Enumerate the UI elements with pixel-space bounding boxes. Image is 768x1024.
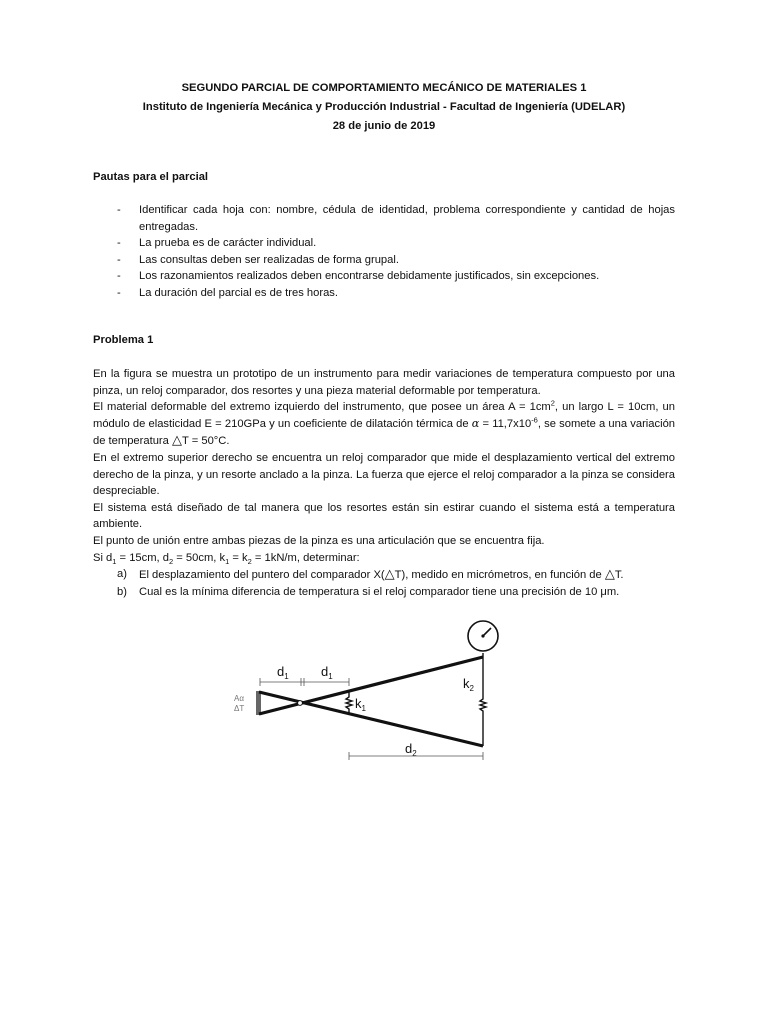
alpha-symbol: α [471, 416, 480, 430]
text-run: = k [229, 551, 248, 564]
delta-symbol: △ [171, 432, 182, 448]
task-item-a [93, 566, 675, 584]
text-run: = 50cm, k [173, 551, 226, 564]
delta-symbol: △ [604, 566, 615, 582]
text-run: Cual es la mínima diferencia de temperatura si el reloj comparador tiene una precisión de 10 μm. [139, 585, 620, 598]
label-d2: $d_2$ [405, 741, 417, 758]
paragraph-intro: En la figura se muestra un prototipo de un instrumento para medir variaciones de temperatura compuesto por una pinza, un reloj comparador, dos resortes y una pieza material deformable por temperatura. [93, 368, 675, 397]
exam-title: SEGUNDO PARCIAL DE COMPORTAMIENTO MECÁNICO DE MATERIALES 1 [181, 82, 587, 94]
subscript: 2 [169, 556, 174, 566]
text-run: T = 50°C. [181, 435, 230, 448]
paragraph-given [93, 550, 675, 567]
label-k2: $k_2$ [463, 676, 474, 693]
superscript: -6 [531, 415, 538, 425]
clamp-arm-lower [259, 657, 483, 714]
text-run: El desplazamiento del puntero del comparador X( [139, 569, 385, 582]
guideline-item: - Identificar cada hoja con: nombre, cédula de identidad, problema correspondiente y cantidad de hojas entregadas. [93, 202, 675, 235]
guideline-item: - Los razonamientos realizados deben encontrarse debidamente justificados, sin excepciones. [93, 268, 675, 285]
guideline-item: - La prueba es de carácter individual. [93, 235, 675, 252]
problem-title: Problema 1 [93, 334, 154, 346]
deformable-block [256, 691, 261, 715]
task-item-b [93, 584, 675, 601]
spring-k2 [480, 653, 486, 746]
exam-date: 28 de junio de 2019 [332, 120, 436, 132]
text-run: = 11,7x10 [482, 417, 532, 430]
text-run: Si d [93, 551, 113, 564]
guidelines-title: Pautas para el parcial [93, 171, 209, 183]
delta-symbol: △ [384, 566, 395, 582]
paragraph-springs: El sistema está diseñado de tal manera que los resortes están sin estirar cuando el sistema está a temperatura ambiente. [93, 501, 675, 531]
superscript: 2 [550, 398, 555, 408]
label-k1: $k_1$ [355, 696, 366, 713]
guidelines-list [93, 202, 675, 302]
text-run: T), medido en micrómetros, en función de [394, 569, 605, 582]
guideline-item: - La duración del parcial es de tres horas. [93, 285, 675, 302]
label-delta-t: ΔT [234, 704, 245, 713]
text-run: , se somete a una variación de temperatura [93, 417, 676, 448]
subscript: 2 [247, 556, 252, 566]
task-label: a) [117, 568, 127, 581]
instrument-diagram [225, 615, 525, 765]
task-label: b) [117, 585, 127, 598]
institute-line: Instituto de Ingeniería Mecánica y Producción Industrial - Facultad de Ingeniería (UDELAR) [142, 101, 626, 113]
paragraph-material [93, 399, 675, 450]
label-alpha: Aα [234, 694, 244, 703]
text-run: = 15cm, d [116, 551, 169, 564]
text-run: T. [614, 569, 624, 582]
clamp-arm-upper [259, 692, 483, 746]
guideline-item: - Las consultas deben ser realizadas de forma grupal. [93, 252, 675, 269]
label-d1-right: $d_1$ [321, 664, 333, 681]
task-list [93, 566, 675, 600]
subscript: 1 [112, 556, 117, 566]
text-run: = 1kN/m, determinar: [251, 551, 360, 564]
subscript: 1 [225, 556, 230, 566]
text-run: , un largo L = 10cm, un módulo de elasticidad E = 210GPa y un coeficiente de dilatación térmica de [93, 401, 675, 430]
spring-k1 [346, 690, 352, 714]
text-run: El material deformable del extremo izquierdo del instrumento, que posee un área A = 1cm [93, 401, 551, 414]
label-d1-left: $d_1$ [277, 664, 289, 681]
paragraph-comparator: En el extremo superior derecho se encuentra un reloj comparador que mide el desplazamiento vertical del extremo derecho de la pinza, y un resorte anclado a la pinza. La fuerza que ejerce el reloj comparador a la pinza se considera despreciable. [93, 451, 675, 498]
pivot-joint [298, 701, 303, 706]
problem-statement [93, 366, 675, 600]
paragraph-joint: El punto de unión entre ambas piezas de la pinza es una articulación que se encuentra fija. [93, 534, 545, 547]
document-header [0, 79, 768, 136]
